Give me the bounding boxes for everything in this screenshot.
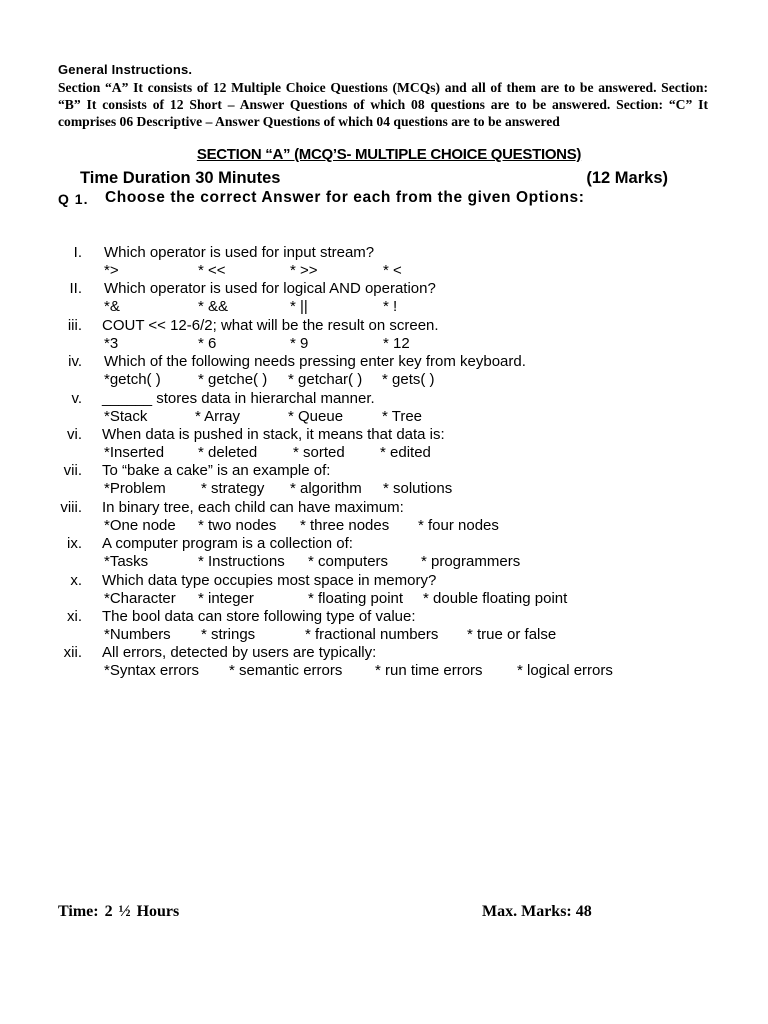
mcq-numeral: ix. — [67, 535, 82, 553]
mcq-question-text: In binary tree, each child can have maximum: — [102, 498, 404, 516]
mcq-option: * || — [290, 298, 308, 316]
mcq-numeral: xi. — [67, 608, 82, 625]
mcq-option: * strategy — [201, 480, 265, 498]
mcq-item — [0, 462, 768, 499]
mcq-numeral: vi. — [67, 426, 82, 443]
mcq-numeral: I. — [73, 244, 82, 261]
mcq-option: * 12 — [383, 334, 410, 352]
mcq-option: * << — [198, 262, 226, 279]
mcq-option: *One node — [104, 516, 176, 534]
footer-max-marks: Max. Marks: 48 — [482, 903, 592, 920]
mcq-option: * floating point — [308, 589, 404, 607]
mcq-option: * double floating point — [423, 589, 568, 607]
mcq-option: *Tasks — [104, 553, 149, 571]
mcq-item — [0, 280, 768, 317]
mcq-numeral: iii. — [67, 316, 82, 334]
mcq-option: *3 — [104, 334, 119, 352]
mcq-numeral: iv. — [68, 353, 82, 371]
mcq-question-text: A computer program is a collection of: — [102, 535, 353, 553]
mcq-option: * < — [383, 262, 402, 279]
mcq-option: * integer — [198, 589, 254, 607]
footer-time: Time: 2 ½ Hours — [58, 903, 180, 920]
mcq-option: * solutions — [383, 480, 453, 498]
mcq-question-text: COUT << 12-6/2; what will be the result on screen. — [102, 316, 439, 334]
mcq-question-text: ______ stores data in hierarchal manner. — [102, 389, 375, 407]
mcq-option: *Stack — [104, 407, 148, 425]
mcq-numeral: v. — [71, 389, 82, 407]
mcq-option: * getchar( ) — [288, 371, 363, 389]
mcq-option: *Numbers — [104, 626, 171, 643]
section-title: SECTION “A” (MCQ’S- MULTIPLE CHOICE QUESTIONS) — [196, 146, 582, 163]
mcq-option: *Character — [104, 589, 176, 607]
mcq-item — [0, 244, 768, 281]
mcq-item — [0, 572, 768, 609]
mcq-question-text: Which of the following needs pressing enter key from keyboard. — [104, 353, 526, 371]
mcq-option: * sorted — [293, 444, 345, 461]
mcq-option: *Inserted — [104, 444, 165, 461]
mcq-numeral: x. — [70, 571, 82, 589]
mcq-numeral: viii. — [60, 498, 82, 516]
general-instructions-heading: General Instructions. — [58, 62, 193, 77]
mcq-option: * deleted — [198, 444, 258, 461]
mcq-item — [0, 608, 768, 645]
mcq-option: * algorithm — [290, 480, 362, 498]
mcq-item — [0, 499, 768, 536]
mcq-option: * Array — [195, 407, 241, 425]
mcq-option: * strings — [201, 626, 256, 643]
question-number: Q 1. — [58, 191, 89, 207]
mcq-option: * four nodes — [418, 516, 499, 534]
time-duration: Time Duration 30 Minutes — [80, 169, 281, 187]
mcq-item — [0, 353, 768, 390]
mcq-option: *Syntax errors — [104, 662, 200, 680]
mcq-question-text: The bool data can store following type of value: — [102, 608, 416, 625]
mcq-question-text: Which data type occupies most space in memory? — [102, 571, 437, 589]
mcq-option: * >> — [290, 262, 318, 279]
mcq-option: * 9 — [290, 334, 309, 352]
mcq-option: * && — [198, 298, 229, 316]
mcq-numeral: vii. — [63, 462, 82, 480]
mcq-option: * true or false — [467, 626, 557, 643]
section-marks: (12 Marks) — [586, 169, 668, 187]
question-instruction: Choose the correct Answer for each from the given Options: — [105, 189, 585, 206]
mcq-option: * Instructions — [198, 553, 285, 571]
mcq-question-text: To “bake a cake” is an example of: — [102, 462, 331, 480]
mcq-item — [0, 426, 768, 463]
mcq-item — [0, 535, 768, 572]
mcq-question-text: Which operator is used for logical AND operation? — [104, 280, 436, 298]
mcq-option: *> — [104, 262, 119, 279]
mcq-option: * computers — [308, 553, 389, 571]
mcq-numeral: xii. — [63, 644, 82, 662]
mcq-item — [0, 317, 768, 354]
mcq-option: * gets( ) — [382, 371, 435, 389]
mcq-option: * semantic errors — [229, 662, 343, 680]
mcq-item — [0, 390, 768, 427]
mcq-option: * 6 — [198, 334, 217, 352]
mcq-option: * getche( ) — [198, 371, 268, 389]
mcq-numeral: II. — [69, 280, 82, 298]
mcq-option: *getch( ) — [104, 371, 161, 389]
mcq-option: * ! — [383, 298, 398, 316]
mcq-option: * fractional numbers — [305, 626, 439, 643]
mcq-option: * two nodes — [198, 516, 277, 534]
general-instructions-body: Section “A” It consists of 12 Multiple Choice Questions (MCQs) and all of them are to be answered. Section: “B” It consists of 12 Short – Answer Questions of which 08 questions are to be answered. Section: “C” It comprises 06 Descriptive – Answer Questions of which 04 questions are to be answered — [58, 80, 708, 129]
mcq-question-text: When data is pushed in stack, it means that data is: — [102, 426, 445, 443]
mcq-option: * run time errors — [375, 662, 483, 680]
mcq-option: * Queue — [288, 407, 344, 425]
mcq-option: * logical errors — [517, 662, 613, 680]
mcq-option: * Tree — [382, 407, 423, 425]
mcq-option: *Problem — [104, 480, 166, 498]
mcq-option: * three nodes — [300, 516, 390, 534]
mcq-item — [0, 644, 768, 681]
mcq-option: *& — [104, 298, 120, 316]
mcq-question-text: All errors, detected by users are typically: — [102, 644, 377, 662]
mcq-question-text: Which operator is used for input stream? — [104, 244, 375, 261]
mcq-option: * programmers — [421, 553, 521, 571]
mcq-option: * edited — [380, 444, 431, 461]
